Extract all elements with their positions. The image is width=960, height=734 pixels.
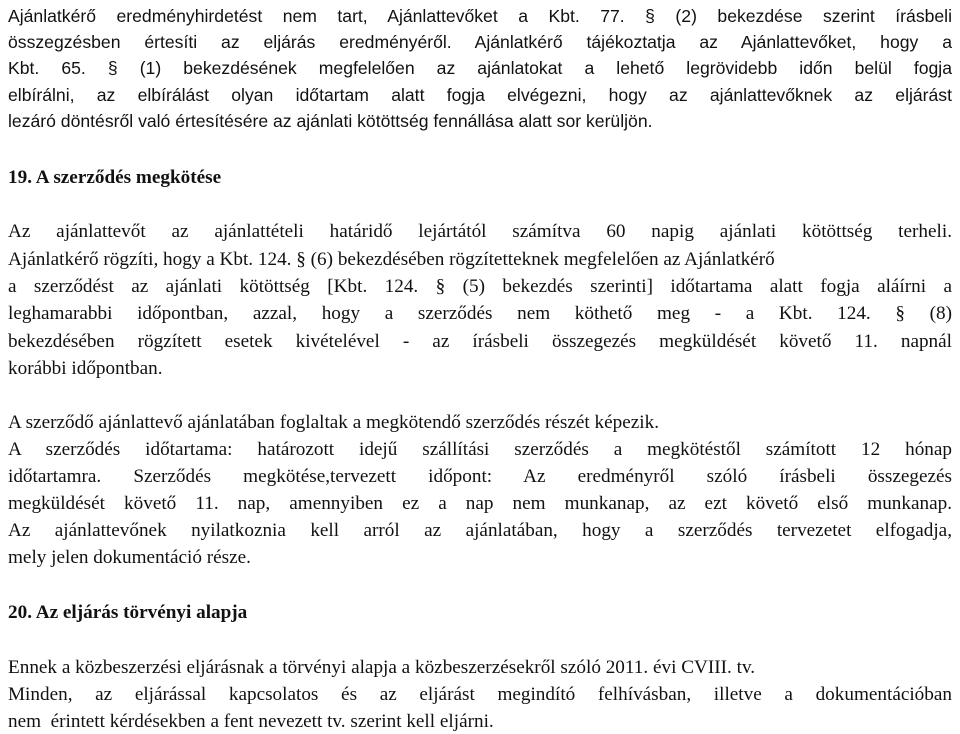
paragraph-line: elbírálni, az elbírálást olyan időtartam alatt fogja elvégezni, hogy az ajánlattevőknek az eljárást [8, 85, 952, 105]
paragraph-line: leghamarabbi időpontban, azzal, hogy a szerződés nem köthető meg - a Kbt. 124. § (8) [8, 303, 952, 324]
paragraph-line: Ennek a közbeszerzési eljárásnak a törvényi alapja a közbeszerzésekről szóló 2011. évi CVIII. tv. [8, 657, 756, 678]
paragraph-line: A szerződő ajánlattevő ajánlatában foglaltak a megkötendő szerződés részét képezik. [8, 412, 660, 433]
paragraph-line: bekezdésében rögzített esetek kivételével - az írásbeli összegezés megküldését követő 11. napnál [8, 331, 952, 352]
paragraph-line: Ajánlatkérő rögzíti, hogy a Kbt. 124. § (6) bekezdésében rögzítetteknek megfelelően az Ajánlatkérő [8, 249, 775, 270]
paragraph-line: Az ajánlattevőt az ajánlattételi határidő lejártától számítva 60 napig ajánlati kötöttség terheli. [8, 221, 952, 242]
paragraph-line: lezáró döntésről való értesítésére az ajánlati kötöttség fennállása alatt sor kerüljön. [8, 111, 653, 131]
paragraph-line: összegzésben értesíti az eljárás eredményéről. Ajánlatkérő tájékoztatja az Ajánlattevőket, hogy a [8, 32, 952, 52]
paragraph-line: Az ajánlattevőnek nyilatkoznia kell arról az ajánlatában, hogy a szerződés tervezetet elfogadja, [8, 520, 952, 541]
paragraph-line: A szerződés időtartama: határozott idejű szállítási szerződés a megkötéstől számított 12 hónap [8, 439, 952, 460]
paragraph-line: Kbt. 65. § (1) bekezdésének megfelelően az ajánlatokat a lehető legrövidebb időn belül fogja [8, 58, 952, 78]
paragraph-line: Ajánlatkérő eredményhirdetést nem tart, Ajánlattevőket a Kbt. 77. § (2) bekezdése szerint írásbeli [8, 6, 952, 26]
paragraph-line: korábbi időpontban. [8, 358, 163, 379]
section-20-heading: 20. Az eljárás törvényi alapja [8, 602, 248, 623]
paragraph-line: nem érintett kérdésekben a fent nevezett tv. szerint kell eljárni. [8, 711, 494, 732]
paragraph-line: mely jelen dokumentáció része. [8, 547, 251, 568]
section-19-heading: 19. A szerződés megkötése [8, 167, 222, 188]
paragraph-line: a szerződést az ajánlati kötöttség [Kbt. 124. § (5) bekezdés szerinti] időtartama alatt fogja aláírni a [8, 276, 952, 297]
paragraph-line: megküldését követő 11. nap, amennyiben ez a nap nem munkanap, az ezt követő első munkanap. [8, 493, 952, 514]
paragraph-line: Minden, az eljárással kapcsolatos és az eljárást megindító felhívásban, illetve a dokumentációban [8, 684, 952, 705]
paragraph-line: időtartamra. Szerződés megkötése,tervezett időpont: Az eredményről szóló írásbeli összegezés [8, 466, 952, 487]
